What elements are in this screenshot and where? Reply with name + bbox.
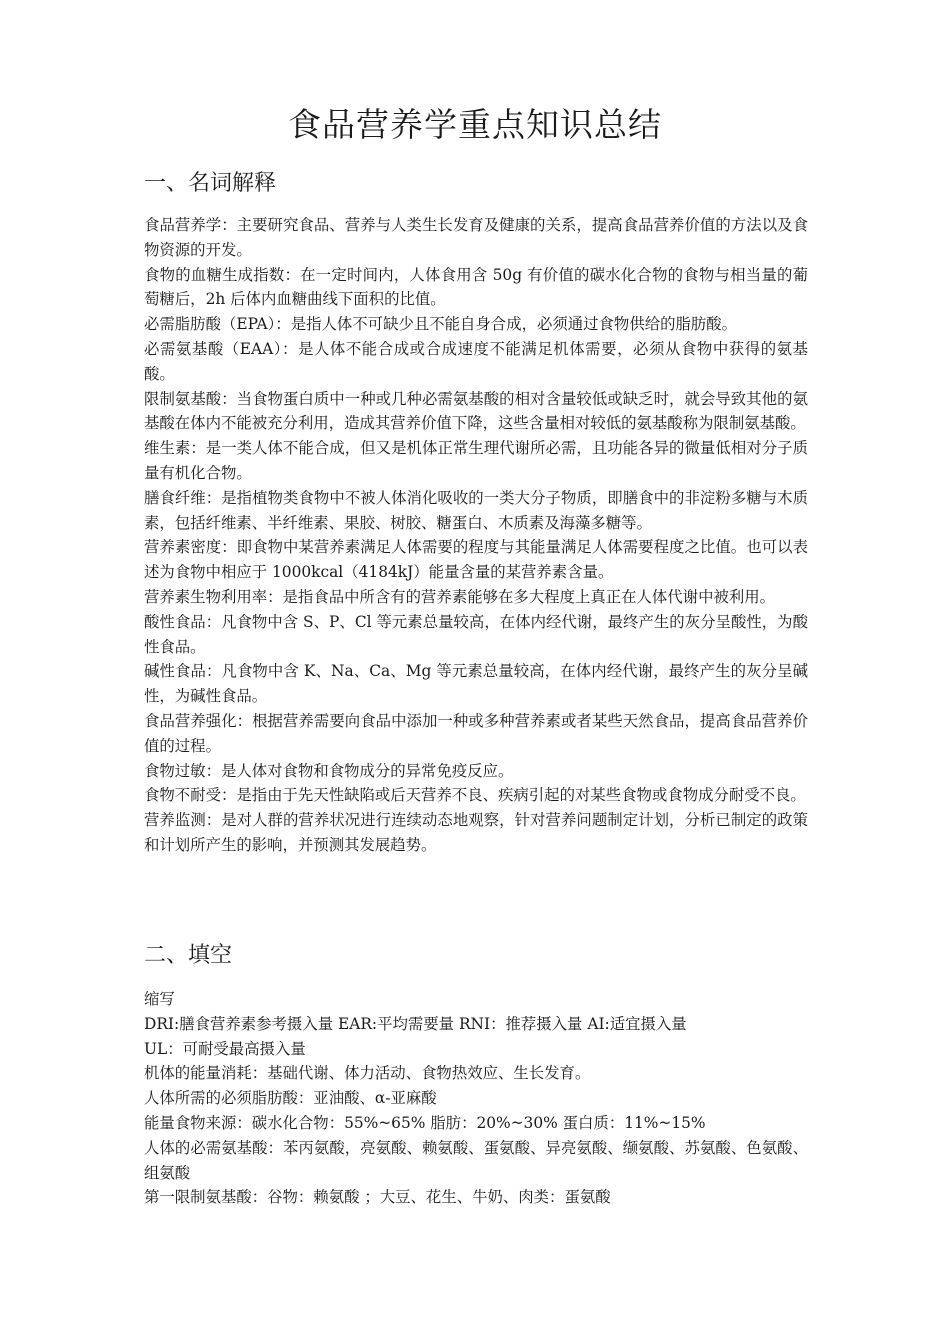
definition-term: 维生素： <box>144 439 206 458</box>
definition-term: 营养素密度： <box>144 538 237 557</box>
definition-term: 食品营养强化： <box>144 711 253 730</box>
definition-text: 凡食物中含 K、Na、Ca、Mg 等元素总量较高，在体内经代谢，最终产生的灰分呈碱性，为碱性食品。 <box>144 662 808 706</box>
fill-in-line: 缩写 <box>144 990 175 1008</box>
definition-term: 必需脂肪酸（EPA）： <box>144 315 291 334</box>
definition-item <box>144 312 808 337</box>
section-heading-definitions: 一、名词解释 <box>144 171 277 196</box>
definition-term: 必需氨基酸（EAA）： <box>144 339 298 358</box>
definition-item <box>144 709 808 759</box>
definition-text: 是一类人体不能合成，但又是机体正常生理代谢所必需，且功能各异的微量低相对分子质量有机化合物。 <box>144 439 808 482</box>
definition-item <box>144 436 808 486</box>
definition-item <box>144 808 808 858</box>
definitions-list <box>144 213 808 858</box>
definition-item <box>144 337 808 387</box>
definition-text: 是指食品中所含有的营养素能够在多大程度上真正在人体代谢中被利用。 <box>282 587 776 606</box>
definition-text: 是人体不能合成或合成速度不能满足机体需要，必须从食物中获得的氨基酸。 <box>144 339 808 383</box>
definition-item <box>144 759 808 784</box>
definition-text: 主要研究食品、营养与人类生长发育及健康的关系，提高食品营养价值的方法以及食物资源的开发。 <box>144 216 808 259</box>
document-title: 食品营养学重点知识总结 <box>288 105 662 144</box>
fill-in-list <box>144 987 808 1210</box>
definition-item <box>144 659 808 709</box>
fill-in-line: 人体所需的必须脂肪酸：亚油酸、α-亚麻酸 <box>144 1089 437 1108</box>
fill-in-line: 能量食物来源：碳水化合物：55%~65% 脂肪：20%~30% 蛋白质：11%~15% <box>144 1113 706 1132</box>
definition-text: 是指人体不可缺少且不能自身合成，必须通过食物供给的脂肪酸。 <box>290 315 738 334</box>
definition-term: 营养素生物利用率： <box>144 587 283 606</box>
definition-item <box>144 213 808 263</box>
definition-term: 碱性食品： <box>144 662 222 681</box>
definition-item <box>144 610 808 660</box>
definition-item <box>144 387 808 437</box>
section-heading-fill-in: 二、填空 <box>144 943 233 968</box>
fill-in-line: 人体的必需氨基酸：苯丙氨酸，亮氨酸、赖氨酸、蛋氨酸、异亮氨酸、缬氨酸、苏氨酸、色氨酸、组氨酸 <box>144 1138 808 1182</box>
fill-in-line: UL：可耐受最高摄入量 <box>144 1039 306 1058</box>
definition-item <box>144 486 808 536</box>
definition-text: 根据营养需要向食品中添加一种或多种营养素或者某些天然食品，提高食品营养价值的过程。 <box>144 711 808 755</box>
fill-in-line: DRI:膳食营养素参考摄入量 EAR:平均需要量 RNI：推荐摄入量 AI:适宜摄入量 <box>144 1014 687 1033</box>
definition-term: 食物的血糖生成指数： <box>144 265 301 284</box>
definition-term: 限制氨基酸： <box>144 389 237 408</box>
definition-text: 是对人群的营养状况进行连续动态地观察，针对营养问题制定计划，分析已制定的政策和计划所产生的影响，并预测其发展趋势。 <box>144 811 808 854</box>
definition-item <box>144 783 808 808</box>
definition-item <box>144 263 808 313</box>
fill-in-line: 第一限制氨基酸：谷物：赖氨酸 ；大豆、花生、牛奶、肉类：蛋氨酸 <box>144 1188 611 1207</box>
definition-text: 即食物中某营养素满足人体需要的程度与其能量满足人体需要程度之比值。也可以表述为食物中相应于 1000kcal（4184kJ）能量含量的某营养素含量。 <box>144 538 808 582</box>
definition-text: 是指由于先天性缺陷或后天营养不良、疾病引起的对某些食物或食物成分耐受不良。 <box>236 786 806 805</box>
definition-text: 是指植物类食物中不被人体消化吸收的一类大分子物质，即膳食中的非淀粉多糖与木质素，包括纤维素、半纤维素、果胶、树胶、糖蛋白、木质素及海藻多糖等。 <box>144 488 808 532</box>
definition-term: 酸性食品： <box>144 612 222 631</box>
definition-text: 是人体对食物和食物成分的异常免疫反应。 <box>220 761 514 780</box>
definition-term: 膳食纤维： <box>144 488 222 507</box>
definition-term: 食物过敏： <box>144 761 221 780</box>
fill-in-line: 机体的能量消耗：基础代谢、体力活动、食物热效应、生长发育。 <box>144 1064 591 1083</box>
definition-item <box>144 535 808 585</box>
definition-item <box>144 585 808 610</box>
definition-text: 当食物蛋白质中一种或几种必需氨基酸的相对含量较低或缺乏时，就会导致其他的氨基酸在体内不能被充分利用，造成其营养价值下降，这些含量相对较低的氨基酸称为限制氨基酸。 <box>144 389 808 433</box>
definition-term: 营养监测： <box>144 811 222 830</box>
definition-text: 在一定时间内，人体食用含 50g 有价值的碳水化合物的食物与相当量的葡萄糖后，2h 后体内血糖曲线下面积的比值。 <box>144 265 808 309</box>
definition-text: 凡食物中含 S、P、Cl 等元素总量较高，在体内经代谢，最终产生的灰分呈酸性，为酸性食品。 <box>144 612 808 656</box>
definition-term: 食物不耐受： <box>144 786 237 805</box>
definition-term: 食品营养学： <box>144 216 237 234</box>
